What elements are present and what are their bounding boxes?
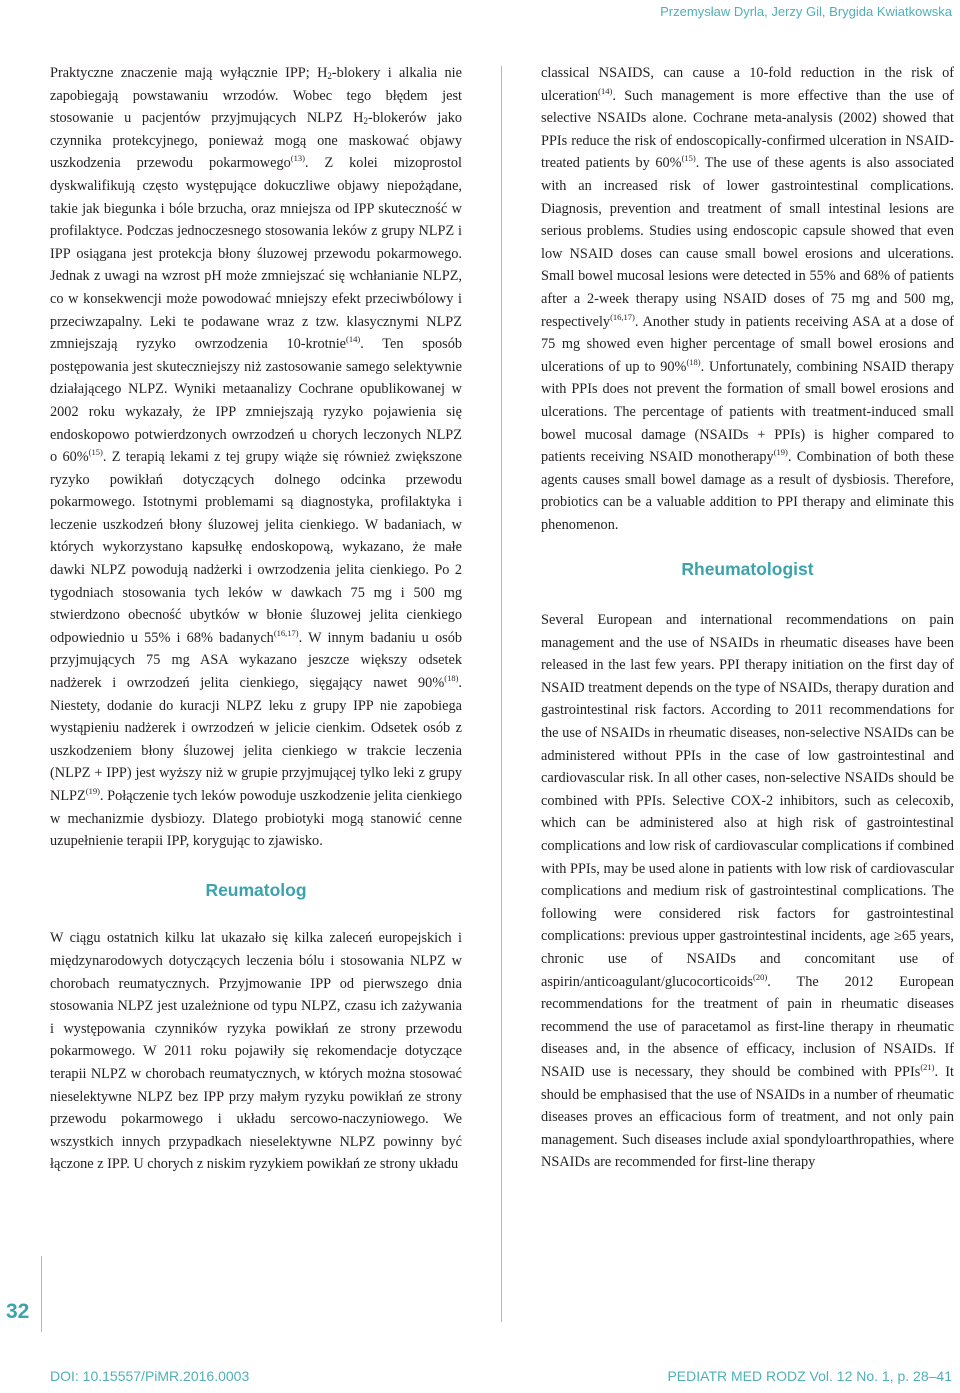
citation-ref: (13) — [290, 153, 305, 164]
footer-doi: DOI: 10.15557/PiMR.2016.0003 — [50, 1368, 250, 1384]
citation-ref: (19) — [85, 786, 100, 796]
right-column-english — [541, 62, 954, 1174]
column-divider — [501, 66, 502, 1322]
paragraph: Several European and international recommendations on pain management and the use of NSAIDs in rheumatic diseases have been released in the last few years. PPI therapy initiation on the first day of NSAID treatment depends on the type of NSAIDs, therapy duration and gastrointestinal risk factors. According to 2011 recommendations for the use of NSAIDs in rheumatic diseases, non-selective NSAIDs can be administered without PPIs in the case of low gastrointestinal and cardiovascular risk. In all other cases, non-selective NSAIDs should be combined with PPIs. Selective COX-2 inhibitors, such as celecoxib, which can be administered also at high risk of gastrointestinal complications and low risk of cardiovascular complications if combined with PPIs, may be used alone in patients with low risk of cardiovascular complications and medium risk of gastrointestinal complications. The following were considered risk factors for gastrointestinal complications: previous upper gastrointestinal incidents, age ≥65 years, chronic use of NSAIDs and concomitant use of aspirin/anticoagulant/glucocorticoids$^{(20)}$. The 2012 European recommendations for the treatment of pain in rheumatic diseases recommend the use of paracetamol as first-line therapy in rheumatic diseases and, in the absence of efficacy, inclusion of NSAIDs. If NSAID use is necessary, they should be combined with PPIs$^{(21)}$. It should be emphasised that the use of NSAIDs in a number of rheumatic diseases proves an efficacious form of treatment, and not only pain management. Such diseases include axial spondyloarthropathies, where NSAIDs are recommended for first-line therapy — [541, 612, 954, 1171]
citation-ref: (16,17) — [610, 311, 635, 322]
citation-ref: (15) — [681, 153, 696, 164]
footer-journal: PEDIATR MED RODZ Vol. 12 No. 1, p. 28–41 — [667, 1368, 952, 1384]
citation-ref: (14) — [346, 334, 361, 345]
paragraph: classical NSAIDS, can cause a 10-fold reduction in the risk of ulceration$^{(14)}$. Such management is more effective than the use of selective NSAIDs alone. Cochrane meta-analysis (2002) showed that PPIs reduce the risk of endoscopically-confirmed ulceration in NSAID-treated patients by 60%$^{(15)}$. The use of these agents is also associated with an increased risk of lower gastrointestinal complications. Diagnosis, prevention and treatment of small intestinal lesions are serious problems. Studies using endoscopic capsule showed that even low NSAID doses can cause small bowel erosions and ulcerations. Small bowel mucosal lesions were detected in 55% and 68% of patients after a 2-week therapy using NSAID doses of 75 mg and 500 mg, respectively$^{(16,17)}$. Another study in patients receiving ASA at a dose of 75 mg showed even higher percentage of small bowel erosions and ulcerations of up to 90%$^{(18)}$. Unfortunately, combining NSAID therapy with PPIs does not prevent the formation of small bowel erosions and ulcerations. The percentage of patients with treatment-induced small bowel mucosal damage (NSAIDs + PPIs) is higher compared to patients receiving NSAID monotherapy$^{(19)}$. Combination of both these agents causes small bowel damage as a result of dysbiosis. Therefore, probiotics can be a valuable addition to PPI therapy and eliminate this phenomenon. — [541, 65, 954, 533]
section-heading-rheumatologist: Rheumatologist — [681, 559, 814, 580]
paragraph: Praktyczne znaczenie mają wyłącznie IPP; $H_2$-blokery i alkalia nie zapobiegają powstawaniu wrzodów. Wobec tego błędem jest stosowanie u pacjentów przyjmujących NLPZ $H_2$-blokerów jako czynnika protekcyjnego, ponieważ mogą one maskować objawy uszkodzenia przewodu pokarmowego$^{(13)}$. Z kolei mizoprostol dyskwalifikują często występujące dokuczliwe objawy niepożądane, takie jak biegunka i bóle brzucha, oraz mniejsza od IPP skuteczność w profilaktyce. Podczas jednoczesnego stosowania leków z grupy NLPZ i IPP osiągana jest protekcja błony śluzowej przewodu pokarmowego. Jednak z uwagi na wzrost pH może zmniejszać się wchłanianie NLPZ, co w konsekwencji może powodować mniejszy efekt przeciwbólowy i przeciwzapalny. Leki te podawane wraz z tzw. klasycznymi NLPZ zmniejszają ryzyko owrzodzenia 10-krotnie$^{(14)}$. Ten sposób postępowania jest skuteczniejszy niż zastosowanie samego selektywnie działającego NLPZ. Wyniki metaanalizy Cochrane opublikowanej w 2002 roku wykazały, że IPP zmniejszają ryzyko pojawienia się endoskopowo potwierdzonych owrzodzeń u chorych leczonych NLPZ o 60%$^{(15)}$. Z terapią lekami z tej grupy wiąże się również zwiększone ryzyko powikłań dotyczących dolnego odcinka przewodu pokarmowego. Istotnymi problemami są diagnostyka, profilaktyka i leczenie uszkodzeń błony śluzowej jelita cienkiego. W badaniach, w których wykorzystano kapsułkę endoskopową, wykazano, że małe dawki NLPZ powodują nadżerki i owrzodzenia jelita cienkiego. Po 2 tygodniach stosowania tych leków w dawkach 75 mg i 500 mg stwierdzono obecność ubytków w błonie śluzowej jelita cienkiego odpowiednio u 55% i 68% badanych$^{(16,17)}$. W innym badaniu u osób przyjmujących 75 mg ASA wykazano jeszcze większy odsetek nadżerek i owrzodzeń jelita cienkiego, sięgający nawet 90%$^{(18)}$. Niestety, dodanie do kuracji NLPZ leku z grupy IPP nie zapobiega wystąpieniu nadżerek i owrzodzeń w jelicie cienkim. Odsetek osób z uszkodzeniem błony śluzowej jelita cienkiego w trakcie leczenia (NLPZ + IPP) jest wyższy niż w grupie przyjmującej tylko leki z grupy NLPZ$^{(19)}$. Połączenie tych leków powoduje uszkodzenie jelita cienkiego w mechanizmie dysbiozy. Dlatego probiotyki mogą stanowić cenne uzupełnienie terapii IPP, korygując to zjawisko. — [50, 65, 463, 850]
page-number-rule — [41, 1256, 42, 1332]
left-column-polish — [50, 62, 462, 1176]
citation-ref: (19) — [773, 447, 788, 458]
citation-ref: (21) — [920, 1061, 935, 1072]
paragraph: W ciągu ostatnich kilku lat ukazało się kilka zaleceń europejskich i międzynarodowych dotyczących leczenia bólu i stosowania NLPZ w chorobach reumatycznych. Przyjmowanie IPP od pierwszego dnia stosowania NLPZ jest uzależnione od typu NLPZ, czasu ich zażywania i występowania czynników ryzyka powikłań ze strony przewodu pokarmowego. W 2011 roku pojawiły się rekomendacje dotyczące terapii NLPZ w chorobach reumatycznych, w których można stosować nieselektywne NLPZ bez IPP przy małym ryzyku powikłań ze strony przewodu pokarmowego i układu sercowo-naczyniowego. We wszystkich innych przypadkach nieselektywne NLPZ powinny być łączone z IPP. U chorych z niskim ryzykiem powikłań ze strony układu — [50, 930, 462, 1173]
citation-ref: (15) — [88, 447, 103, 458]
citation-ref: (18) — [444, 673, 459, 684]
citation-ref: (14) — [598, 85, 613, 96]
citation-ref: (20) — [753, 971, 768, 982]
page-number: 32 — [6, 1300, 30, 1323]
running-header-authors: Przemysław Dyrla, Jerzy Gil, Brygida Kwiatkowska — [660, 4, 952, 19]
section-heading-reumatolog: Reumatolog — [205, 879, 307, 900]
citation-ref: (16,17) — [273, 627, 299, 638]
citation-ref: (18) — [686, 356, 701, 367]
